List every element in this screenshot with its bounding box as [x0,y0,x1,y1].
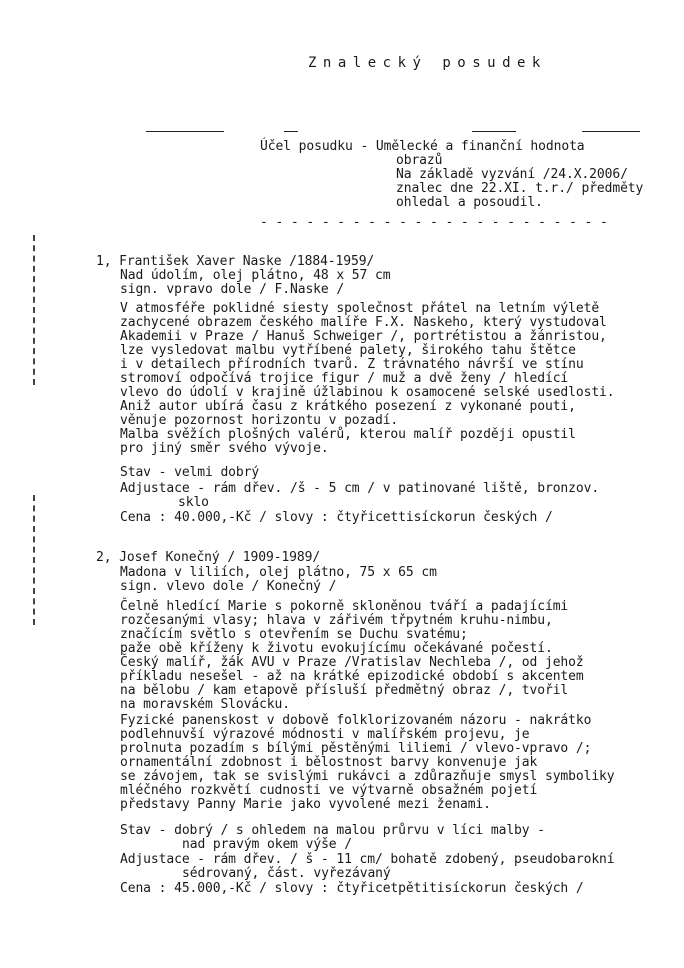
item-description-line: na bělobu / kam etapově přísluší předmětný obraz /, tvořil [120,683,569,698]
purpose-line: znalec dne 22.XI. t.r./ předměty [396,181,644,196]
item-description-line: představy Panny Marie jako vyvolené mezi ženami. [120,797,491,812]
item-framing: Adjustace - rám dřev. /š - 5 cm / v patinované liště, bronzov. [120,481,600,496]
item-description-line: Fyzické panenskost v dobově folklorizovaném názoru - nakrátko [120,713,592,728]
item-detail: Nad údolím, olej plátno, 48 x 57 cm [120,268,391,283]
item-heading: 1, František Xaver Naske /1884-1959/ [96,254,375,269]
item-detail: sign. vpravo dole / F.Naske / [120,282,345,297]
item-description-line: ornamentální zdobnost i bělostnost barvy konvenuje jak [120,755,538,770]
item-description-line: paže obě kříženy k životu evokujícímu očekávané počestí. [120,641,553,656]
item-description-line: zachycené obrazem českého malíře F.X. Naskeho, který vystudoval [120,315,607,330]
item-description-line: prolnuta pozadím s bílými pěstěnými liliemi / vlevo-vpravo /; [120,741,592,756]
item-description-line: rozčesanými vlasy; hlava v zářivém třpytném kruhu-nimbu, [120,613,553,628]
item-description-line: mléčného rozkvětí cudnosti ve výtvarně obsažném pojetí [120,783,538,798]
binding-mark-top [33,235,35,385]
item-detail: Madona v liliích, olej plátno, 75 x 65 cm [120,565,437,580]
item-framing: Adjustace - rám dřev. / š - 11 cm/ bohatě zdobený, pseudobarokní [120,852,615,867]
item-description-line: Malba svěžích plošných valérů, kterou malíř později opustil [120,427,576,442]
item-detail: sign. vlevo dole / Konečný / [120,579,337,594]
purpose-line: Účel posudku - Umělecké a finanční hodnota [260,139,585,154]
item-description-line: značícím světlo s otevřením se Duchu svatému; [120,627,468,642]
item-description-line: na moravském Slovácku. [120,697,290,712]
item-description-line: i v detailech přírodních tvarů. Z trávnatého návrší ve stínu [120,357,584,372]
item-description-line: Akademii v Praze / Hanuš Schweiger /, portrétistou a žánristou, [120,329,607,344]
item-description-line: podlehnuvší výrazové módnosti v malířském projevu, je [120,727,530,742]
item-framing: sklo [178,495,209,510]
header-rule-left [146,131,224,132]
item-description-line: se závojem, tak se svislými rukávci a zdůrazňuje smysl symboliky [120,769,615,784]
item-description-line: stromoví odpočívá trojice figur / muž a dvě ženy / hledící [120,371,569,386]
purpose-line: obrazů [396,153,443,168]
document-title: Znalecký posudek [308,55,547,71]
item-price: Cena : 40.000,-Kč / slovy : čtyřicettisíckorun českých / [120,510,553,525]
item-description-line: lze vysledovat malbu vytříbené palety, širokého tahu štětce [120,343,576,358]
item-description-line: V atmosféře poklidné siesty společnost přátel na letním výletě [120,301,600,316]
item-description-line: věnuje pozornost horizontu v pozadí. [120,413,399,428]
item-heading: 2, Josef Konečný / 1909-1989/ [96,550,321,565]
item-price: Cena : 45.000,-Kč / slovy : čtyřicetpětitisíckorun českých / [120,881,584,896]
item-description-line: příkladu nesešel - až na krátké epizodické období s akcentem [120,669,584,684]
item-description-line: vlevo do údolí v krajině úžlabinou k osamocené selské usedlosti. [120,385,615,400]
item-condition: Stav - velmi dobrý [120,465,260,480]
header-rule-right1 [472,131,516,132]
header-rule-right2 [582,131,640,132]
purpose-line: ohledal a posoudil. [396,195,543,210]
binding-mark-bottom [33,495,35,625]
item-description-line: Čelně hledící Marie s pokorně skloněnou tváří a padajícími [120,599,569,614]
separator: - - - - - - - - - - - - - - - - - - - - - - - [260,215,608,230]
item-description-line: Aniž autor ubírá času z krátkého posezení z vykonané pouti, [120,399,576,414]
purpose-line: Na základě vyzvání /24.X.2006/ [396,167,628,182]
item-condition: nad pravým okem výše / [182,837,352,852]
item-description-line: pro jiný směr svého vývoje. [120,441,329,456]
item-condition: Stav - dobrý / s ohledem na malou průrvu v líci malby - [120,823,545,838]
item-description-line: Český malíř, žák AVU v Praze /Vratislav Nechleba /, od jehož [120,655,584,670]
item-framing: sédrovaný, část. vyřezávaný [182,866,391,881]
header-rule-mid [284,131,298,132]
